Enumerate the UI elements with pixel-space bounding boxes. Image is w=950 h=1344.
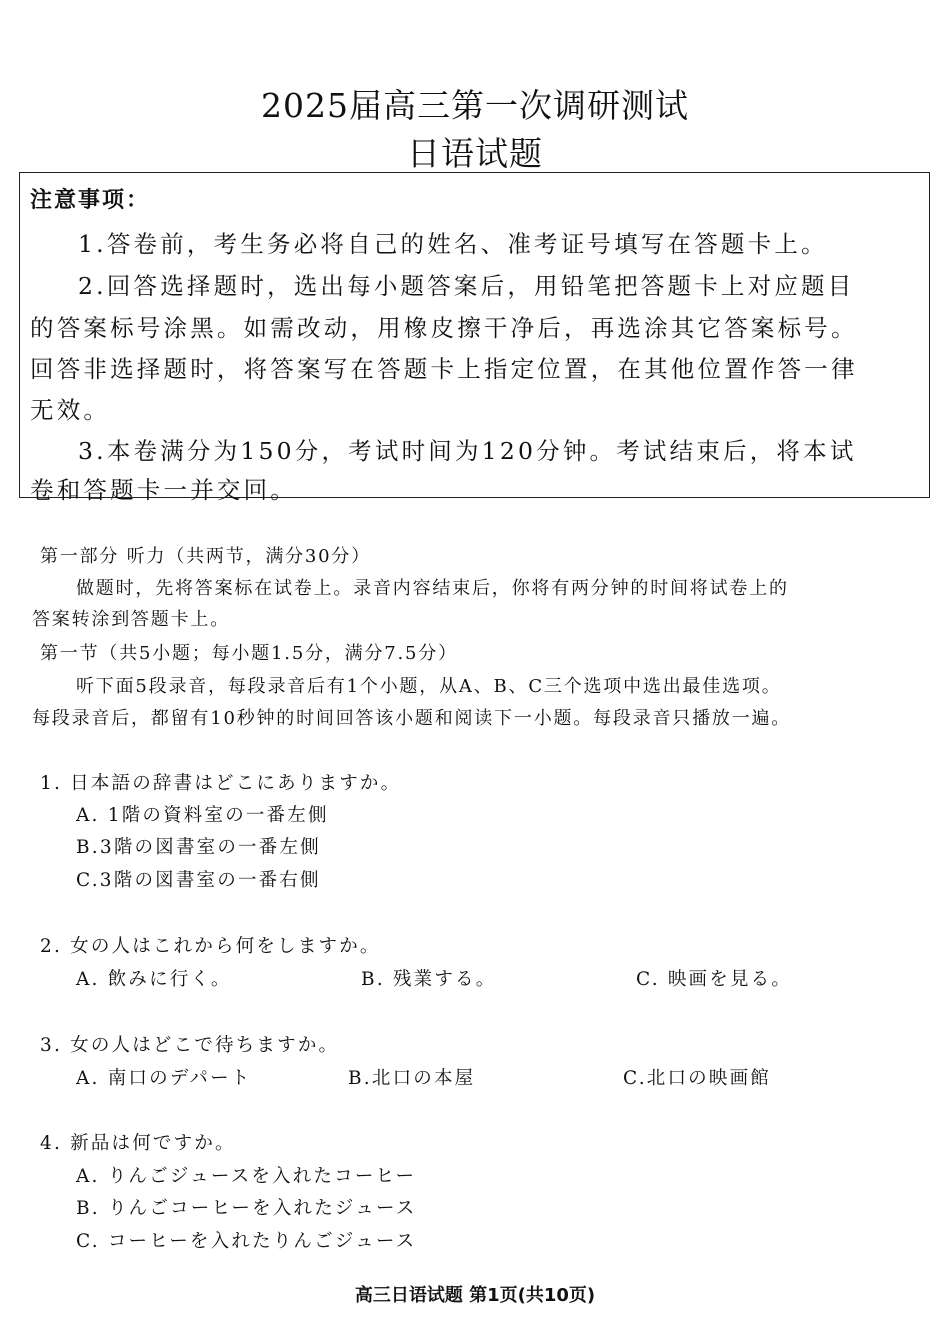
notice-line: 3.本卷满分为150分，考试时间为120分钟。考试结束后，将本试	[78, 437, 857, 465]
section1-heading: 第一节（共5小题；每小题1.5分，满分7.5分）	[40, 643, 458, 664]
question-option: C.北口の映画館	[623, 1068, 771, 1089]
question-stem: 3. 女の人はどこで待ちますか。	[40, 1035, 340, 1056]
section1-instruction: 每段录音后，都留有10秒钟的时间回答该小题和阅读下一小题。每段录音只播放一遍。	[32, 708, 792, 729]
question-stem: 2. 女の人はこれから何をしますか。	[40, 936, 381, 957]
question-option: B.北口の本屋	[348, 1068, 476, 1089]
notice-line: 的答案标号涂黑。如需改动，用橡皮擦干净后，再选涂其它答案标号。	[30, 314, 858, 342]
question-option: C.3階の図書室の一番右側	[76, 870, 321, 891]
notice-heading: 注意事项：	[30, 188, 151, 213]
notice-line: 2.回答选择题时，选出每小题答案后，用铅笔把答题卡上对应题目	[78, 272, 855, 300]
question-option: C. コーヒーを入れたりんごジュース	[76, 1231, 417, 1252]
question-option: A. 南口のデパート	[76, 1068, 252, 1089]
notice-line: 卷和答题卡一并交回。	[30, 476, 297, 504]
question-stem: 1. 日本語の辞書はどこにありますか。	[40, 773, 402, 794]
exam-title: 2025届高三第一次调研测试	[261, 86, 689, 125]
notice-line: 回答非选择题时，将答案写在答题卡上指定位置，在其他位置作答一律	[30, 355, 858, 383]
section1-instruction: 听下面5段录音，每段录音后有1个小题，从A、B、C三个选项中选出最佳选项。	[76, 676, 782, 697]
page-footer: 高三日语试题 第1页(共10页)	[354, 1285, 596, 1306]
question-option: A. 飲みに行く。	[76, 969, 232, 990]
question-stem: 4. 新品は何ですか。	[40, 1133, 236, 1154]
question-option: C. 映画を見る。	[636, 969, 793, 990]
question-option: B. りんごコーヒーを入れたジュース	[76, 1198, 417, 1219]
part1-instruction: 做题时，先将答案标在试卷上。录音内容结束后，你将有两分钟的时间将试卷上的	[76, 578, 789, 599]
notice-box	[19, 172, 930, 504]
part1-heading: 第一部分 听力（共两节，满分30分）	[40, 546, 372, 567]
notice-line: 无效。	[30, 396, 111, 424]
exam-subtitle: 日语试题	[407, 134, 543, 173]
notice-line: 1.答卷前，考生务必将自己的姓名、准考证号填写在答题卡上。	[78, 230, 828, 258]
question-option: B. 残業する。	[361, 969, 497, 990]
part1-instruction: 答案转涂到答题卡上。	[32, 609, 230, 630]
question-option: A. 1階の資料室の一番左側	[76, 805, 329, 826]
question-option: A. りんごジュースを入れたコーヒー	[76, 1166, 417, 1187]
question-option: B.3階の図書室の一番左側	[76, 837, 321, 858]
